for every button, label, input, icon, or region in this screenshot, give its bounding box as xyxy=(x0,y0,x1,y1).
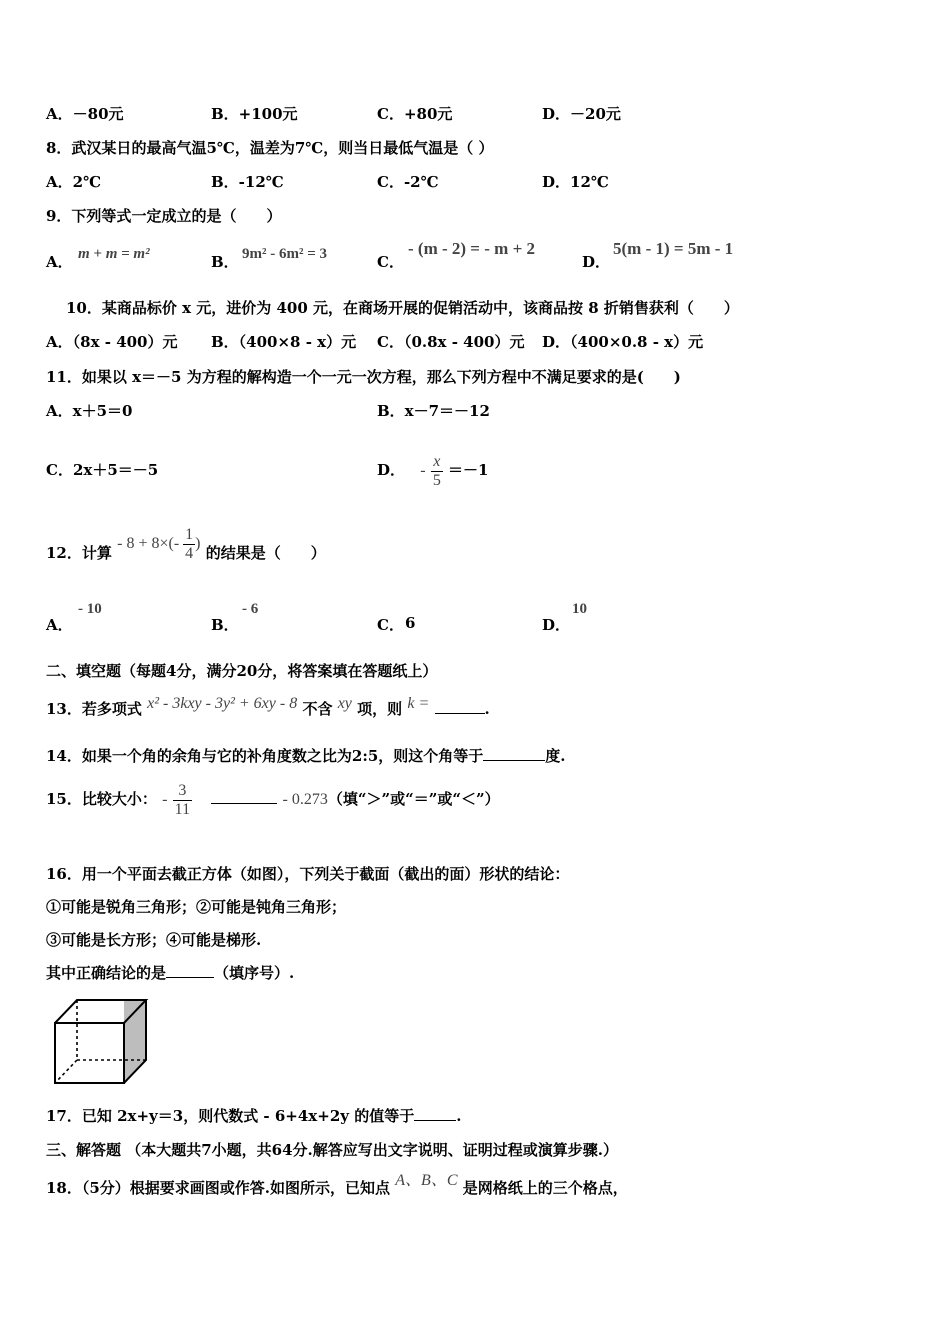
q11-d-rhs: ＝－1 xyxy=(448,461,489,479)
q16-line2: ③可能是长方形；④可能是梯形. xyxy=(46,931,262,949)
q14-text: 14．如果一个角的余角与它的补角度数之比为2:5，则这个角等于 xyxy=(46,747,484,765)
q10-option-b: B．（400×8 - x）元 xyxy=(211,333,357,351)
q12-value-d: 10 xyxy=(572,601,587,617)
q15-prefix: 15．比较大小： xyxy=(46,790,157,808)
q10-option-c: C．（0.8x - 400）元 xyxy=(377,333,525,351)
q16-stem: 16．用一个平面去截正方体（如图），下列关于截面（截出的面）形状的结论： xyxy=(46,865,570,883)
q13-line xyxy=(46,686,490,719)
q8-option-d: D．12℃ xyxy=(542,173,609,191)
q18-line xyxy=(46,1163,628,1198)
q9-label-c: C． xyxy=(377,253,404,271)
q7-option-d: D．－20元 xyxy=(542,105,621,123)
q9-expr-b: 9m² - 6m² = 3 xyxy=(242,246,328,262)
q9-label-d: D． xyxy=(582,253,611,271)
q12-denominator: 4 xyxy=(185,544,194,562)
q16-line3-text: 其中正确结论的是 xyxy=(46,964,167,982)
q11-d-denominator: 5 xyxy=(432,471,441,489)
q11-d-numerator: x xyxy=(431,453,443,472)
q11-d-minus: - xyxy=(420,462,426,479)
q15-answer-blank[interactable] xyxy=(211,803,277,804)
q12-value-c: 6 xyxy=(405,614,416,632)
q12-fraction xyxy=(183,526,195,562)
q12-label-b: B． xyxy=(211,616,239,634)
q17-end: . xyxy=(456,1107,462,1125)
q12-value-a: - 10 xyxy=(78,601,102,617)
q13-mid2: 项，则 xyxy=(357,700,403,718)
q8-option-a: A．2℃ xyxy=(46,173,102,191)
q15-rhs: - 0.273 xyxy=(282,791,328,808)
q10-option-a: A．（8x - 400）元 xyxy=(46,333,178,351)
q7-option-c: C．+80元 xyxy=(377,105,453,123)
q9-expr-c: - (m - 2) = - m + 2 xyxy=(408,239,536,258)
q7-option-b: B．+100元 xyxy=(211,105,298,123)
q12-numerator: 1 xyxy=(185,525,194,543)
q12-expr: - 8 + 8×(- xyxy=(117,535,184,552)
q12-label-c: C． xyxy=(377,616,404,634)
q13-mid: 不含 xyxy=(302,700,333,718)
q12-value-b: - 6 xyxy=(242,601,259,617)
q9-expr-d: 5(m - 1) = 5m - 1 xyxy=(613,239,734,258)
q17-line xyxy=(46,1105,461,1126)
q11-option-c: C．2x＋5＝－5 xyxy=(46,461,159,479)
q11-option-b: B．x－7＝－12 xyxy=(377,402,490,420)
q9-expr-a: m + m = m² xyxy=(78,246,150,262)
q7-option-a: A．－80元 xyxy=(46,105,124,123)
q18-points: A、B、C xyxy=(395,1172,458,1189)
cube-figure xyxy=(50,994,152,1088)
q10-option-d: D．（400×0.8 - x）元 xyxy=(542,333,704,351)
q12-suffix: 的结果是（ ） xyxy=(205,544,326,562)
q17-answer-blank[interactable] xyxy=(414,1120,456,1121)
q13-expr: x² - 3kxy - 3y² + 6xy - 8 xyxy=(147,695,298,712)
q17-text: 17．已知 2x+y＝3，则代数式 - 6+4x+2y 的值等于 xyxy=(46,1107,415,1125)
q18-suffix: 是网格纸上的三个格点， xyxy=(462,1179,628,1197)
q13-answer-blank[interactable] xyxy=(435,713,485,714)
q11-option-a: A．x＋5＝0 xyxy=(46,402,133,420)
q8-stem: 8．武汉某日的最高气温5℃，温差为7℃，则当日最低气温是（ ） xyxy=(46,139,494,157)
q14-line xyxy=(46,745,566,766)
q16-line1: ①可能是锐角三角形；②可能是钝角三角形； xyxy=(46,898,347,916)
q13-end: . xyxy=(484,700,490,718)
q15-hint: （填“＞”或“＝”或“＜”） xyxy=(327,790,500,808)
q11-d-label: D． xyxy=(377,461,406,479)
q12-label-d: D． xyxy=(542,616,571,634)
q11-option-d xyxy=(377,437,488,489)
q9-stem: 9．下列等式一定成立的是（ ） xyxy=(46,207,282,225)
q15-fraction xyxy=(173,782,192,818)
q8-option-c: C．-2℃ xyxy=(377,173,439,191)
q9-label-b: B． xyxy=(211,253,239,271)
q13-k: k = xyxy=(407,695,430,712)
q16-line3-end: （填序号）. xyxy=(214,964,295,982)
q15-numerator: 3 xyxy=(173,782,192,801)
q14-end: 度. xyxy=(545,747,566,765)
q8-option-b: B．-12℃ xyxy=(211,173,284,191)
q9-label-a: A． xyxy=(46,253,73,271)
q12-close: ) xyxy=(195,535,201,552)
q16-answer-blank[interactable] xyxy=(166,977,214,978)
q14-answer-blank[interactable] xyxy=(483,760,545,761)
section-2-heading: 二、填空题（每题4分，满分20分，将答案填在答题纸上） xyxy=(46,662,438,680)
section-3-heading: 三、解答题 （本大题共7小题，共64分.解答应写出文字说明、证明过程或演算步骤.） xyxy=(46,1141,618,1159)
q11-stem: 11．如果以 x＝－5 为方程的解构造一个一元一次方程，那么下列方程中不满足要求的是( ) xyxy=(46,368,681,386)
q15-minus: - xyxy=(162,791,168,808)
cube-hidden-diagonal-edge xyxy=(55,1060,77,1083)
q12-line xyxy=(46,518,326,572)
q13-term: xy xyxy=(337,695,352,712)
q12-label-a: A． xyxy=(46,616,73,634)
q11-d-fraction xyxy=(431,453,443,489)
q10-stem: 10．某商品标价 x 元，进价为 400 元，在商场开展的促销活动中，该商品按 8 折销售获利（ ） xyxy=(66,299,739,317)
q15-denominator: 11 xyxy=(174,800,191,818)
q13-prefix: 13．若多项式 xyxy=(46,700,142,718)
q16-line3 xyxy=(46,962,294,983)
q18-prefix: 18．（5分）根据要求画图或作答.如图所示，已知点 xyxy=(46,1179,391,1197)
q12-prefix: 12．计算 xyxy=(46,544,112,562)
q15-line xyxy=(46,778,500,818)
cube-front-face xyxy=(55,1023,124,1083)
